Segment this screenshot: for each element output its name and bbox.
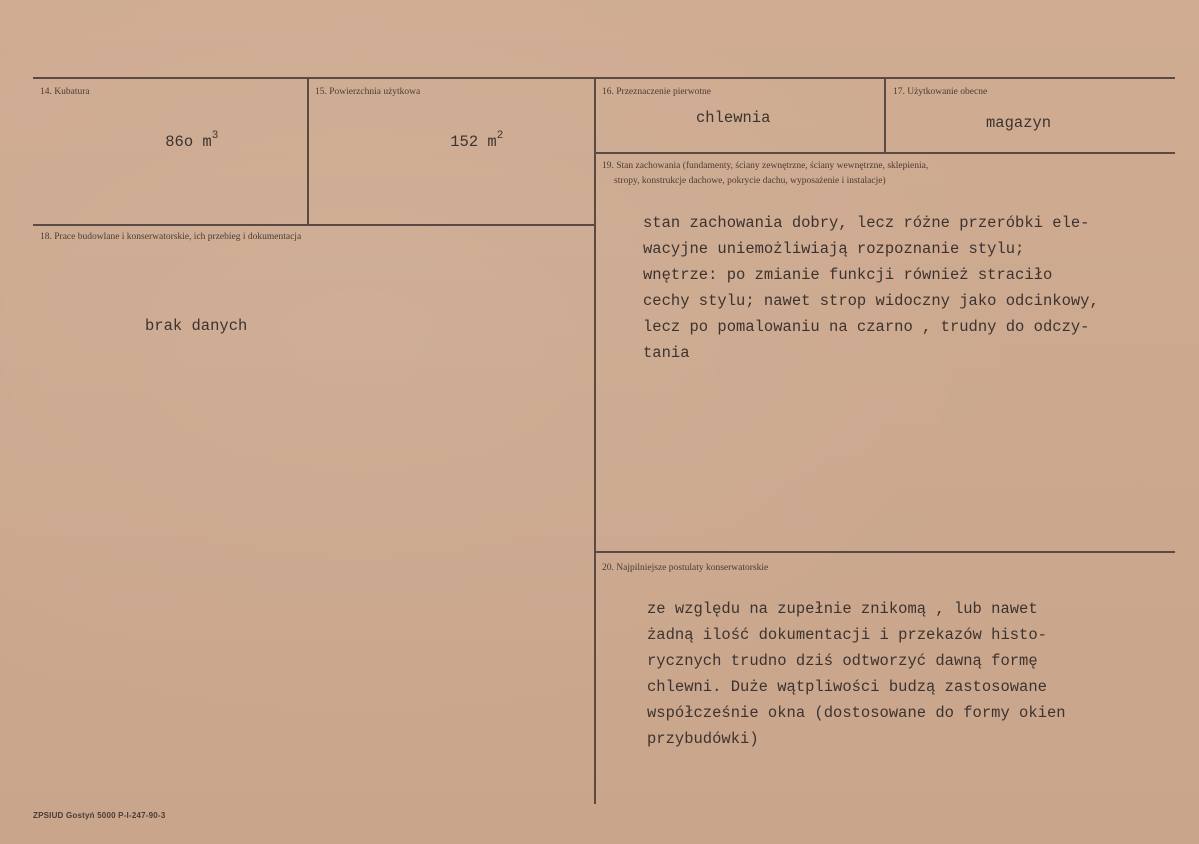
uzytkowanie-label: 17. Użytkowanie obecne bbox=[893, 87, 988, 97]
center-divider bbox=[594, 78, 596, 804]
przeznaczenie-value: chlewnia bbox=[696, 109, 771, 127]
divider-14-15 bbox=[307, 78, 309, 224]
kubatura-unit-exponent: 3 bbox=[211, 130, 219, 142]
prace-value: brak danych bbox=[145, 317, 248, 335]
postulaty-line: przybudówki) bbox=[647, 730, 759, 748]
kubatura-value bbox=[128, 114, 218, 169]
print-footer: ZPSIUD Gostyń 5000 P-I-247-90-3 bbox=[33, 811, 166, 820]
rule-above-18 bbox=[33, 224, 594, 226]
postulaty-line: rycznych trudno dziś odtworzyć dawną formę bbox=[647, 652, 1038, 670]
postulaty-line: żadną ilość dokumentacji i przekazów histo- bbox=[647, 626, 1047, 644]
uzytkowanie-value: magazyn bbox=[986, 114, 1052, 132]
prace-label: 18. Prace budowlane i konserwatorskie, ich przebieg i dokumentacja bbox=[40, 232, 302, 242]
divider-16-17 bbox=[884, 78, 886, 152]
stan-label-line-1: 19. Stan zachowania (fundamenty, ściany zewnętrzne, ściany wewnętrzne, sklepienia, bbox=[602, 161, 929, 171]
stan-line: wnętrze: po zmianie funkcji również straciło bbox=[643, 266, 1053, 284]
kubatura-number: 86o m bbox=[165, 133, 212, 152]
przeznaczenie-label: 16. Przeznaczenie pierwotne bbox=[602, 87, 711, 97]
stan-line: wacyjne uniemożliwiają rozpoznanie stylu; bbox=[643, 240, 1025, 258]
kubatura-label: 14. Kubatura bbox=[40, 87, 90, 97]
postulaty-text bbox=[647, 596, 1066, 752]
stan-line: cechy stylu; nawet strop widoczny jako odcinkowy, bbox=[643, 292, 1099, 310]
powierzchnia-label: 15. Powierzchnia użytkowa bbox=[315, 87, 421, 97]
postulaty-line: współcześnie okna (dostosowane do formy okien bbox=[647, 704, 1066, 722]
stan-label-line-2: stropy, konstrukcje dachowe, pokrycie dachu, wyposażenie i instalacje) bbox=[614, 176, 886, 186]
rule-above-20 bbox=[595, 551, 1175, 553]
stan-text bbox=[643, 210, 1099, 366]
stan-line: stan zachowania dobry, lecz różne przeróbki ele- bbox=[643, 214, 1090, 232]
powierzchnia-unit-exponent: 2 bbox=[496, 130, 504, 142]
powierzchnia-number: 152 m bbox=[450, 133, 497, 152]
stan-line: tania bbox=[643, 344, 690, 362]
stan-line: lecz po pomalowaniu na czarno , trudny do odczy- bbox=[643, 318, 1090, 336]
postulaty-line: ze względu na zupełnie znikomą , lub nawet bbox=[647, 600, 1038, 618]
powierzchnia-value bbox=[413, 114, 503, 169]
rule-under-16-17 bbox=[595, 152, 1175, 154]
postulaty-line: chlewni. Duże wątpliwości budzą zastosowane bbox=[647, 678, 1047, 696]
top-rule bbox=[33, 77, 1175, 79]
postulaty-label: 20. Najpilniejsze postulaty konserwatorskie bbox=[602, 563, 769, 573]
